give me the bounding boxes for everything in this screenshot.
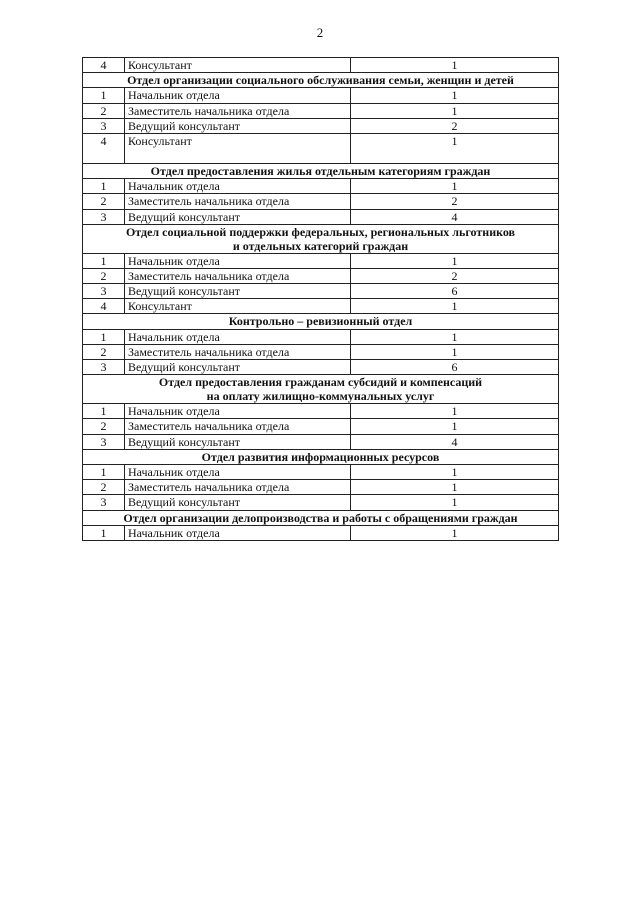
section-header-row xyxy=(83,314,559,329)
position-name: Ведущий консультант xyxy=(125,209,351,224)
row-number: 1 xyxy=(83,404,125,419)
staff-count: 1 xyxy=(351,58,559,73)
row-number: 1 xyxy=(83,253,125,268)
table-row xyxy=(83,464,559,479)
position-name: Заместитель начальника отдела xyxy=(125,103,351,118)
position-name: Ведущий консультант xyxy=(125,360,351,375)
table-row xyxy=(83,299,559,314)
staff-count: 1 xyxy=(351,329,559,344)
position-name: Ведущий консультант xyxy=(125,434,351,449)
table-row xyxy=(83,434,559,449)
row-number: 2 xyxy=(83,268,125,283)
row-number: 3 xyxy=(83,495,125,510)
section-title xyxy=(83,163,559,178)
table-row xyxy=(83,284,559,299)
table-row xyxy=(83,360,559,375)
table-row xyxy=(83,495,559,510)
position-name: Заместитель начальника отдела xyxy=(125,194,351,209)
position-name: Ведущий консультант xyxy=(125,284,351,299)
row-number: 1 xyxy=(83,464,125,479)
staffing-table-body xyxy=(83,58,559,541)
table-row xyxy=(83,209,559,224)
staff-count: 2 xyxy=(351,118,559,133)
position-name: Начальник отдела xyxy=(125,464,351,479)
position-name: Заместитель начальника отдела xyxy=(125,480,351,495)
section-title-line: Контрольно – ревизионный отдел xyxy=(228,314,413,329)
position-name: Консультант xyxy=(125,133,351,163)
section-title-line: Отдел предоставления гражданам субсидий и компенсаций xyxy=(158,375,483,390)
table-row xyxy=(83,133,559,163)
position-name: Заместитель начальника отдела xyxy=(125,268,351,283)
section-title xyxy=(83,224,559,253)
position-name: Заместитель начальника отдела xyxy=(125,344,351,359)
section-title xyxy=(83,449,559,464)
position-name: Заместитель начальника отдела xyxy=(125,419,351,434)
page-number: 2 xyxy=(316,25,324,40)
section-title-line: Отдел социальной поддержки федеральных, региональных льготников xyxy=(125,224,516,239)
staff-count: 1 xyxy=(351,103,559,118)
position-name: Начальник отдела xyxy=(125,253,351,268)
section-title-line: Отдел организации социального обслуживания семьи, женщин и детей xyxy=(127,73,514,88)
row-number: 1 xyxy=(83,179,125,194)
section-header-row xyxy=(83,449,559,464)
staff-count: 2 xyxy=(351,194,559,209)
table-row xyxy=(83,253,559,268)
row-number: 3 xyxy=(83,118,125,133)
section-title-line: Отдел организации делопроизводства и работы с обращениями граждан xyxy=(123,510,518,525)
position-name: Консультант xyxy=(125,299,351,314)
table-row xyxy=(83,194,559,209)
row-number: 2 xyxy=(83,103,125,118)
table-row xyxy=(83,118,559,133)
position-name: Начальник отдела xyxy=(125,179,351,194)
table-row xyxy=(83,88,559,103)
section-title xyxy=(83,375,559,404)
position-name: Начальник отдела xyxy=(125,404,351,419)
staff-count: 1 xyxy=(351,525,559,540)
row-number: 4 xyxy=(83,58,125,73)
position-name: Начальник отдела xyxy=(125,525,351,540)
table-row xyxy=(83,344,559,359)
staff-count: 1 xyxy=(351,344,559,359)
row-number: 1 xyxy=(83,329,125,344)
position-name: Ведущий консультант xyxy=(125,118,351,133)
table-row xyxy=(83,179,559,194)
table-row xyxy=(83,525,559,540)
table-row xyxy=(83,480,559,495)
section-title-line: Отдел развития информационных ресурсов xyxy=(201,449,440,464)
table-row xyxy=(83,419,559,434)
section-header-row xyxy=(83,375,559,404)
row-number: 3 xyxy=(83,209,125,224)
row-number: 2 xyxy=(83,194,125,209)
position-name: Начальник отдела xyxy=(125,329,351,344)
position-name: Начальник отдела xyxy=(125,88,351,103)
row-number: 2 xyxy=(83,344,125,359)
row-number: 1 xyxy=(83,525,125,540)
row-number: 4 xyxy=(83,133,125,163)
staff-count: 1 xyxy=(351,253,559,268)
staff-count: 1 xyxy=(351,179,559,194)
staff-count: 1 xyxy=(351,133,559,163)
section-header-row xyxy=(83,510,559,525)
row-number: 3 xyxy=(83,434,125,449)
section-header-row xyxy=(83,73,559,88)
position-name: Консультант xyxy=(125,58,351,73)
table-row xyxy=(83,268,559,283)
staff-count: 1 xyxy=(351,495,559,510)
table-row xyxy=(83,58,559,73)
position-name: Ведущий консультант xyxy=(125,495,351,510)
section-title-line: на оплату жилищно-коммунальных услуг xyxy=(206,389,435,404)
row-number: 1 xyxy=(83,88,125,103)
table-row xyxy=(83,329,559,344)
staff-count: 1 xyxy=(351,480,559,495)
row-number: 4 xyxy=(83,299,125,314)
row-number: 3 xyxy=(83,284,125,299)
section-title-line: Отдел предоставления жилья отдельным категориям граждан xyxy=(150,163,491,178)
row-number: 2 xyxy=(83,480,125,495)
section-title xyxy=(83,73,559,88)
table-row xyxy=(83,103,559,118)
row-number: 2 xyxy=(83,419,125,434)
section-header-row xyxy=(83,224,559,253)
staff-count: 6 xyxy=(351,360,559,375)
section-title xyxy=(83,314,559,329)
staff-count: 2 xyxy=(351,268,559,283)
staff-count: 6 xyxy=(351,284,559,299)
table-row xyxy=(83,404,559,419)
staff-count: 4 xyxy=(351,209,559,224)
section-header-row xyxy=(83,163,559,178)
staffing-table xyxy=(82,57,559,541)
staff-count: 1 xyxy=(351,419,559,434)
staff-count: 1 xyxy=(351,299,559,314)
section-title-line: и отдельных категорий граждан xyxy=(232,238,409,253)
staff-count: 1 xyxy=(351,464,559,479)
section-title xyxy=(83,510,559,525)
row-number: 3 xyxy=(83,360,125,375)
staff-count: 1 xyxy=(351,88,559,103)
staff-count: 4 xyxy=(351,434,559,449)
staff-count: 1 xyxy=(351,404,559,419)
